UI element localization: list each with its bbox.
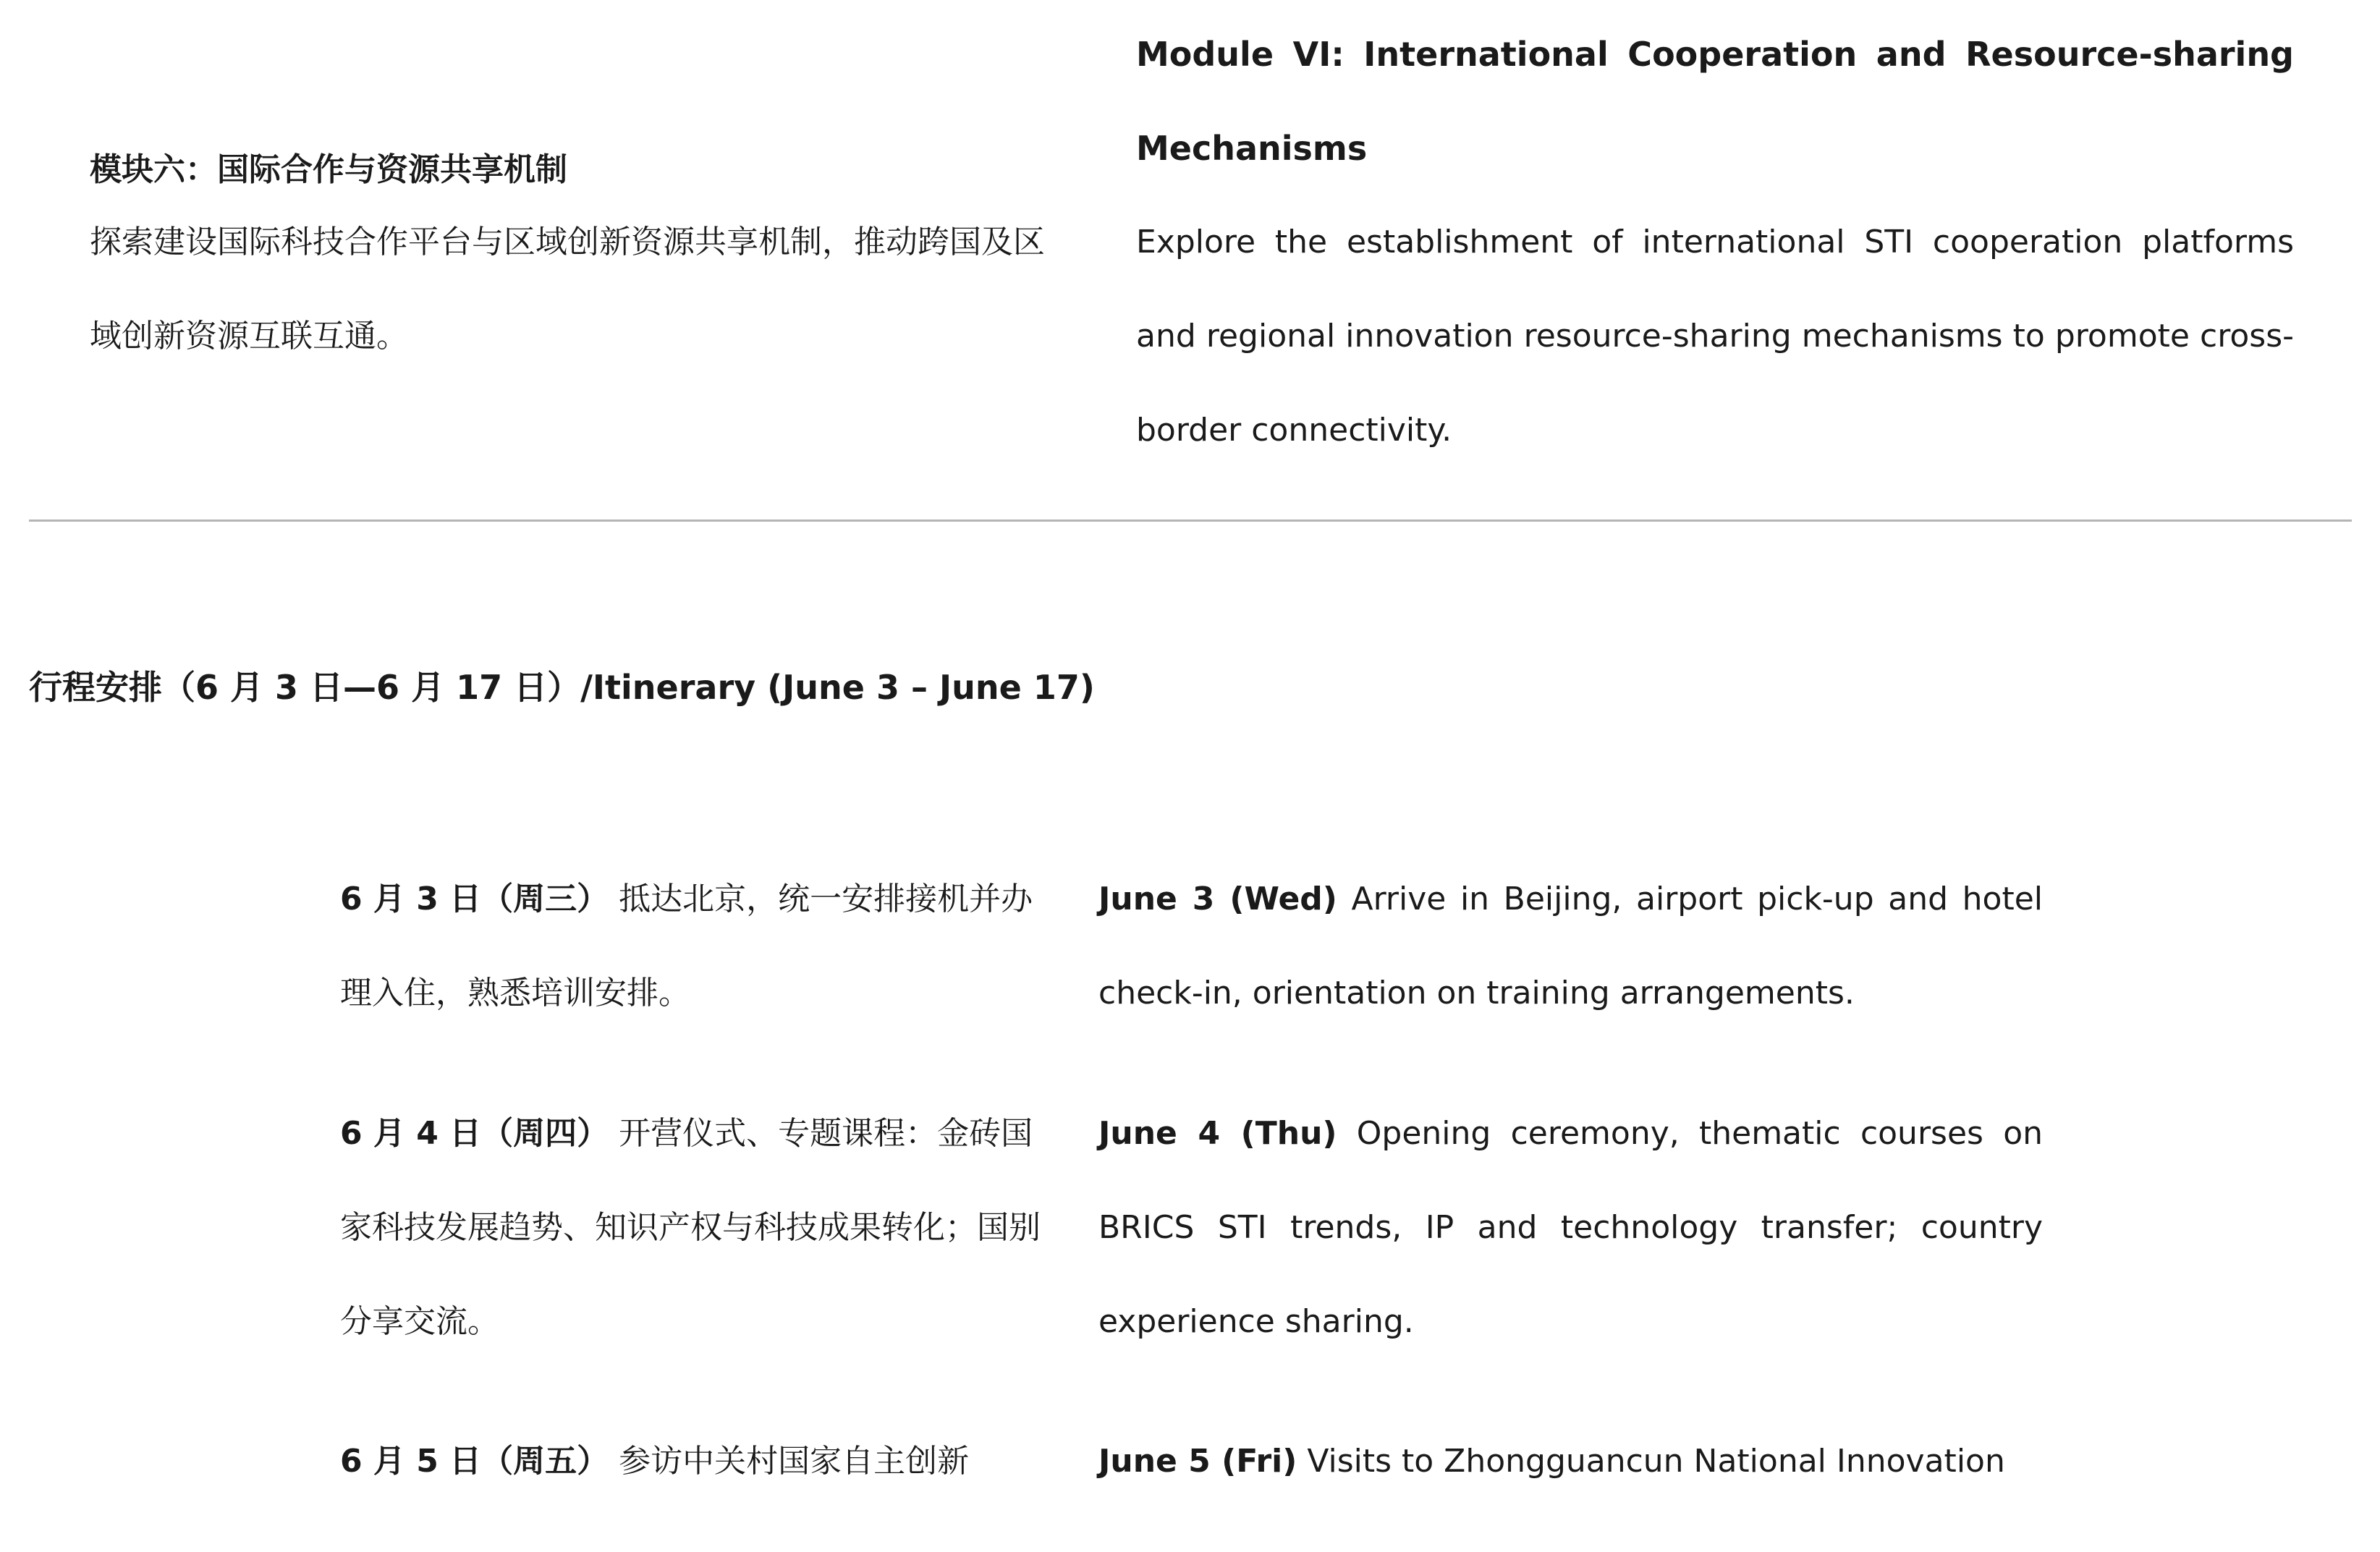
day-label-en: June 4 (Thu) xyxy=(1098,1115,1337,1152)
day-text-en: Arrive in Beijing, airport pick-up and hotel check-in, orientation on training arrangements. xyxy=(1098,881,2043,1012)
itinerary-day-en xyxy=(1098,1087,2043,1369)
module-6-en-title: Module VI: International Cooperation and Resource-sharing Mechanisms xyxy=(1136,35,2294,168)
section-divider xyxy=(29,520,2352,522)
module-6-cn-title: 模块六：国际合作与资源共享机制 xyxy=(90,151,567,188)
itinerary-day-en xyxy=(1098,1415,2043,1509)
day-text-cn: 开营仪式、专题课程：金砖国家科技发展趋势、知识产权与科技成果转化；国别分享交流。 xyxy=(340,1115,1041,1340)
day-text-cn: 抵达北京，统一安排接机并办理入住，熟悉培训安排。 xyxy=(340,881,1033,1012)
itinerary-day-en xyxy=(1098,852,2043,1040)
day-text-cn: 参访中关村国家自主创新 xyxy=(609,1443,970,1480)
itinerary-day-cn xyxy=(340,852,1064,1040)
itinerary-day-cn xyxy=(340,1415,1064,1509)
day-text-en: Opening ceremony, thematic courses on BRICS STI trends, IP and technology transfer; country experience sharing. xyxy=(1098,1115,2044,1340)
itinerary-day-cn xyxy=(340,1087,1064,1369)
day-label-cn: 6 月 5 日（周五） xyxy=(340,1443,609,1480)
day-text-en: Visits to Zhongguancun National Innovation xyxy=(1297,1443,2005,1480)
module-6-en-body: Explore the establishment of international STI cooperation platforms and regional innovation resource-sharing mechanisms to promote cross-border connectivity. xyxy=(1136,224,2294,449)
day-label-cn: 6 月 3 日（周三） xyxy=(340,881,609,917)
itinerary-heading: 行程安排（6 月 3 日—6 月 17 日）/Itinerary (June 3 – June 17) xyxy=(29,668,1095,707)
day-label-cn: 6 月 4 日（周四） xyxy=(340,1115,609,1152)
day-label-en: June 3 (Wed) xyxy=(1098,881,1337,917)
module-6-cn-body: 探索建设国际科技合作平台与区域创新资源共享机制，推动跨国及区域创新资源互联互通。 xyxy=(90,224,1045,355)
day-label-en: June 5 (Fri) xyxy=(1098,1443,1297,1480)
